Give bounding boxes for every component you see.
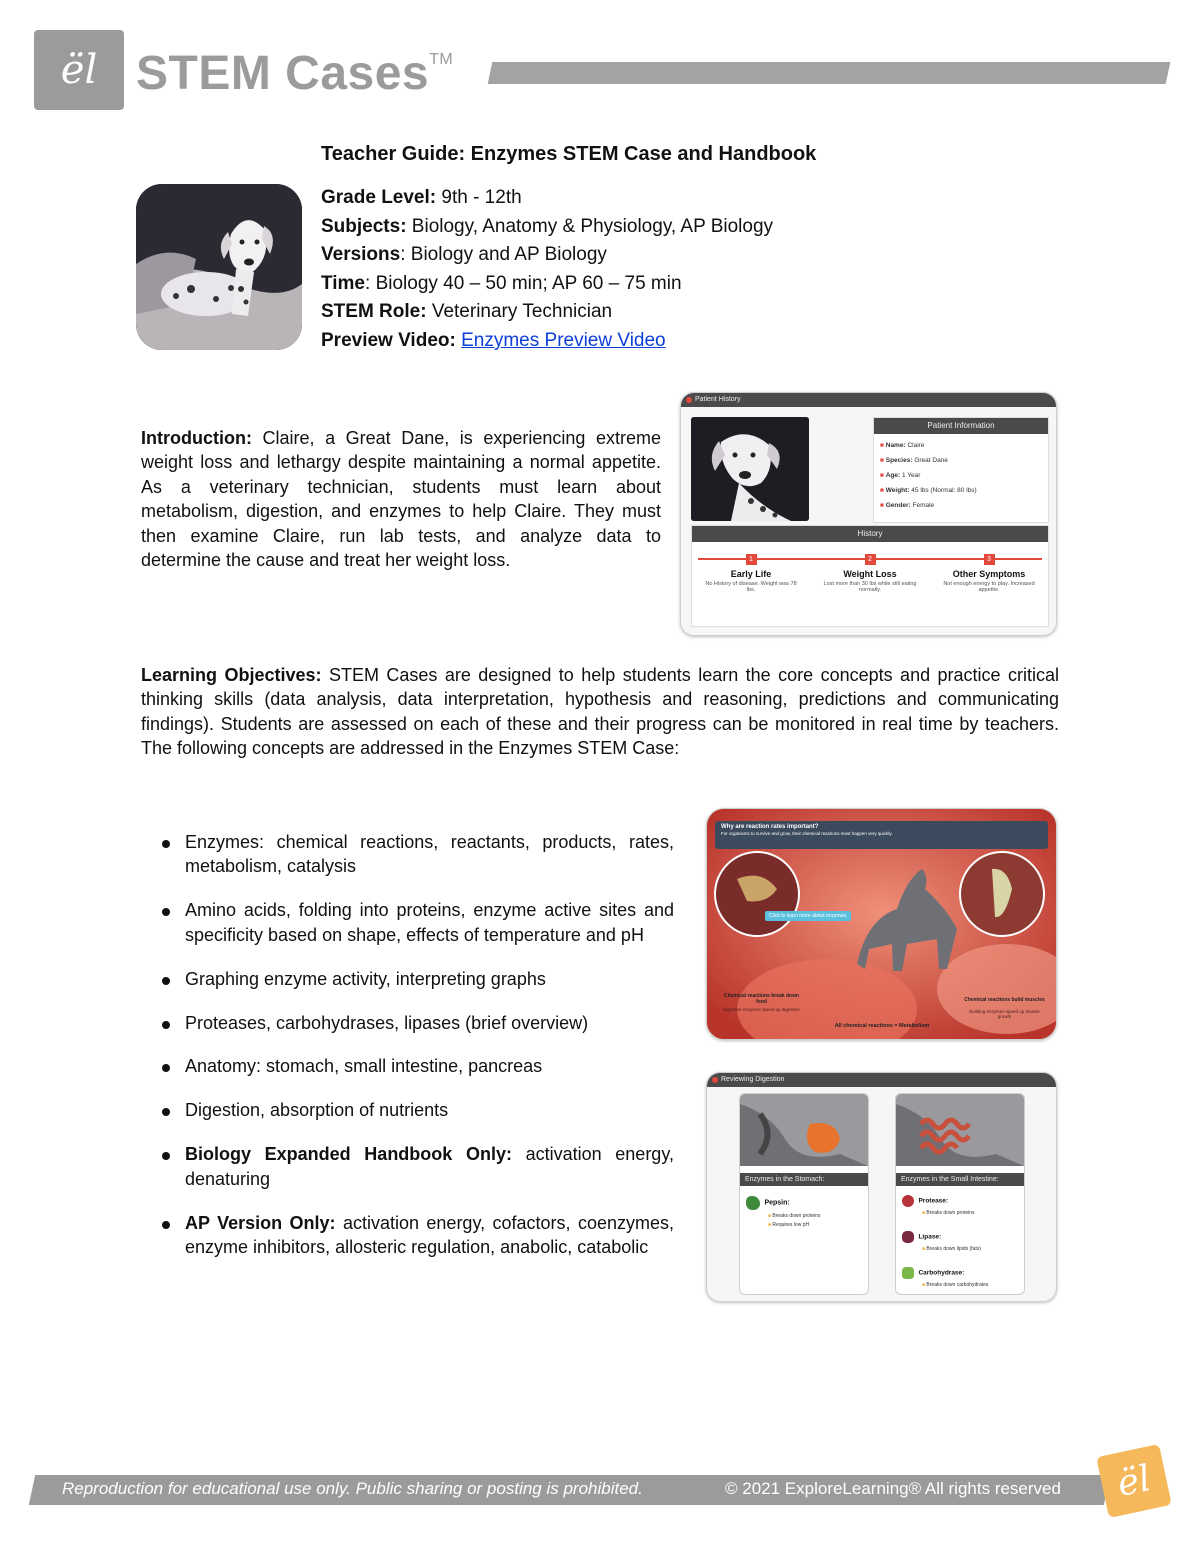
pepsin-points	[768, 1212, 862, 1230]
item-text: Enzymes: chemical reactions, reactants, products, rates, metabolism, catalysis	[185, 832, 674, 877]
time-label: Time	[321, 273, 366, 294]
video-label: Preview Video:	[321, 330, 456, 351]
intestine-card	[895, 1093, 1025, 1295]
intestine-title: Enzymes in the Small Intestine:	[896, 1173, 1024, 1186]
reaction-subtext: For organisms to survive and grow, their chemical reactions must happen very quickly.	[721, 831, 893, 836]
list-item	[160, 1098, 674, 1122]
item-text: Amino acids, folding into proteins, enzyme active sites and specificity based on shape, effects of temperature and pH	[185, 900, 674, 945]
info-label: Age:	[885, 472, 901, 479]
history-title: History	[692, 526, 1048, 542]
subjects-value: Biology, Anatomy & Physiology, AP Biology	[406, 216, 774, 237]
list-item	[160, 1142, 674, 1191]
info-label: Gender:	[885, 502, 911, 509]
item-text: Anatomy: stomach, small intestine, pancreas	[185, 1056, 543, 1077]
pepsin-entry	[740, 1186, 868, 1238]
patient-info-list	[874, 434, 1048, 517]
info-label: Name:	[885, 442, 906, 449]
item-text: Digestion, absorption of nutrients	[185, 1100, 449, 1121]
bullet	[162, 1064, 170, 1072]
point-text: Breaks down proteins	[926, 1210, 975, 1216]
list-item	[160, 1054, 674, 1078]
pepsin-icon	[746, 1196, 760, 1210]
protease-point: ■ Breaks down proteins	[922, 1210, 975, 1216]
step-number: 1	[746, 554, 757, 565]
objectives-text: STEM Cases are designed to help students learn the core concepts and practice critical thinking skills (data analysis, data interpretation, hypothesis and reasoning, predictions and communicating findings). Students are assessed on each of these and their progress can be monitored in real time by teachers. The following concepts are addressed in the Enzymes STEM Case:	[141, 665, 1059, 759]
protease-icon	[902, 1195, 914, 1207]
patient-info-row: ■ Weight: 45 lbs (Normal: 80 lbs)	[880, 487, 977, 494]
point-text: Requires low pH	[772, 1222, 810, 1228]
versions-value: : Biology and AP Biology	[400, 244, 607, 265]
point-text: Breaks down carbohydrates	[926, 1282, 989, 1288]
dog-photo	[136, 184, 302, 350]
time-value: : Biology 40 – 50 min; AP 60 – 75 min	[365, 273, 682, 294]
introduction	[141, 426, 661, 572]
bullet	[162, 908, 170, 916]
info-value: Claire	[907, 442, 925, 449]
bullet	[162, 1108, 170, 1116]
time	[321, 273, 682, 295]
carbohydrase-label: Carbohydrase:	[918, 1269, 965, 1277]
stomach-illustration	[740, 1094, 868, 1166]
footer-disclaimer: Reproduction for educational use only. Public sharing or posting is prohibited.	[62, 1479, 643, 1498]
subjects	[321, 216, 773, 238]
pepsin-label: Pepsin:	[764, 1199, 790, 1207]
objectives-label: Learning Objectives:	[141, 665, 322, 685]
list-item	[160, 898, 674, 947]
bullet	[162, 1221, 170, 1229]
carbohydrase-icon	[902, 1267, 914, 1279]
bullet	[162, 1152, 170, 1160]
intro-text: Claire, a Great Dane, is experiencing extreme weight loss and lethargy despite maintaining a normal appetite. As a veterinary technician, students must learn about metabolism, digestion, and enzymes to help Claire. They must then examine Claire, run lab tests, and analyze data to determine the cause and treat her weight loss.	[141, 428, 661, 571]
history-step	[930, 548, 1048, 595]
reaction-question: Why are reaction rates important?	[721, 824, 819, 830]
info-label: Species:	[885, 457, 913, 464]
carbohydrase-entry	[896, 1252, 1024, 1288]
step-number: 3	[984, 554, 995, 565]
patient-info-panel	[873, 417, 1049, 523]
reaction-rates-screenshot	[706, 808, 1057, 1040]
stem-role	[321, 301, 612, 323]
protease-entry	[896, 1186, 1024, 1216]
patient-info-row: ■ Species: Great Dane	[880, 457, 948, 464]
patient-info-row: ■ Name: Claire	[880, 442, 925, 449]
stomach-title: Enzymes in the Stomach:	[740, 1173, 868, 1186]
metabolism-caption: All chemical reactions = Metabolism	[834, 1023, 930, 1029]
header-bar	[488, 62, 1171, 84]
role-value: Veterinary Technician	[426, 301, 613, 322]
lipase-icon	[902, 1231, 914, 1243]
point-text: Breaks down proteins	[772, 1213, 821, 1219]
intestine-illustration	[896, 1094, 1024, 1166]
step-title: Weight Loss	[843, 569, 897, 579]
intro-label: Introduction:	[141, 428, 252, 448]
item-text: Graphing enzyme activity, interpreting graphs	[185, 968, 546, 989]
step-title: Early Life	[730, 569, 772, 579]
preview-video	[321, 330, 666, 352]
step-number: 2	[865, 554, 876, 565]
item-text: activation energy, denaturing	[185, 1144, 674, 1189]
step-desc: Lost more than 30 lbs while still eating normally.	[823, 581, 917, 593]
pepsin-point: ■ Breaks down proteins	[768, 1213, 821, 1219]
history-panel	[691, 525, 1049, 627]
footer-copyright: © 2021 ExploreLearning® All rights reserved	[725, 1479, 1061, 1498]
right-sub: Building enzymes speed up muscle growth	[969, 1009, 1040, 1019]
protease-label: Protease:	[918, 1197, 949, 1205]
step-title: Other Symptoms	[952, 569, 1026, 579]
footer-logo: ël	[1096, 1444, 1171, 1518]
stomach-card	[739, 1093, 869, 1295]
digestion-bar: Reviewing Digestion	[707, 1073, 1056, 1087]
versions	[321, 244, 607, 266]
patient-history-bar: Patient History	[681, 393, 1056, 407]
page-title: Teacher Guide: Enzymes STEM Case and Handbook	[321, 143, 817, 165]
lipase-point: ■ Breaks down lipids (fats)	[922, 1246, 981, 1252]
bullet	[162, 1021, 170, 1029]
list-item	[160, 1211, 674, 1260]
preview-video-link[interactable]: Enzymes Preview Video	[461, 330, 666, 351]
item-bold: Biology Expanded Handbook Only:	[185, 1144, 512, 1165]
lipase-entry	[896, 1216, 1024, 1252]
reaction-question-box	[715, 821, 1048, 849]
patient-info-row: ■ Gender: Female	[880, 502, 935, 509]
concepts-list	[160, 830, 674, 1279]
brand-name: STEM Cases	[136, 47, 430, 100]
info-label: Weight:	[885, 487, 910, 494]
item-bold: AP Version Only:	[185, 1212, 336, 1233]
info-value: Great Dane	[914, 457, 948, 464]
subjects-label: Subjects:	[321, 216, 407, 237]
grade-label: Grade Level:	[321, 187, 437, 208]
history-step	[692, 548, 810, 595]
bullet	[162, 977, 170, 985]
learning-objectives	[141, 663, 1059, 761]
left-caption: Chemical reactions break down food	[723, 993, 800, 1005]
item-text: Proteases, carbohydrases, lipases (brief overview)	[185, 1012, 589, 1033]
digestion-screenshot	[706, 1072, 1057, 1302]
list-item	[160, 967, 674, 991]
grade-value: 9th - 12th	[436, 187, 522, 208]
info-value: 45 lbs (Normal: 80 lbs)	[911, 487, 977, 494]
step-desc: Not enough energy to play. Increased appetite.	[943, 581, 1035, 593]
patient-info-title: Patient Information	[874, 418, 1048, 434]
patient-history-screenshot	[680, 392, 1057, 636]
claire-photo	[691, 417, 809, 521]
history-step	[811, 548, 929, 595]
carbohydrase-point: ■ Breaks down carbohydrates	[922, 1282, 989, 1288]
patient-info-row: ■ Age: 1 Year	[880, 472, 921, 479]
role-label: STEM Role:	[321, 301, 427, 322]
list-item	[160, 830, 674, 879]
lipase-label: Lipase:	[918, 1233, 942, 1241]
info-value: 1 Year	[902, 472, 921, 479]
list-item	[160, 1011, 674, 1035]
pepsin-point: ■ Requires low pH	[768, 1222, 810, 1228]
enzymes-tooltip[interactable]: Click to learn more about enzymes.	[765, 911, 851, 921]
brand-title	[136, 46, 453, 101]
info-value: Female	[912, 502, 935, 509]
step-desc: No History of disease. Weight was 78 lbs.	[705, 581, 797, 593]
explorelearning-logo: ël	[34, 30, 124, 110]
versions-label: Versions	[321, 244, 401, 265]
grade-level	[321, 187, 522, 209]
point-text: Breaks down lipids (fats)	[926, 1246, 981, 1252]
left-sub: Digestive enzymes speed up digestion	[723, 1007, 800, 1012]
item-text: activation energy, cofactors, coenzymes, enzyme inhibitors, allosteric regulation, anabolic, catabolic	[185, 1212, 674, 1257]
bullet	[162, 840, 170, 848]
right-caption: Chemical reactions build muscles	[964, 997, 1045, 1003]
trademark: TM	[429, 51, 454, 68]
